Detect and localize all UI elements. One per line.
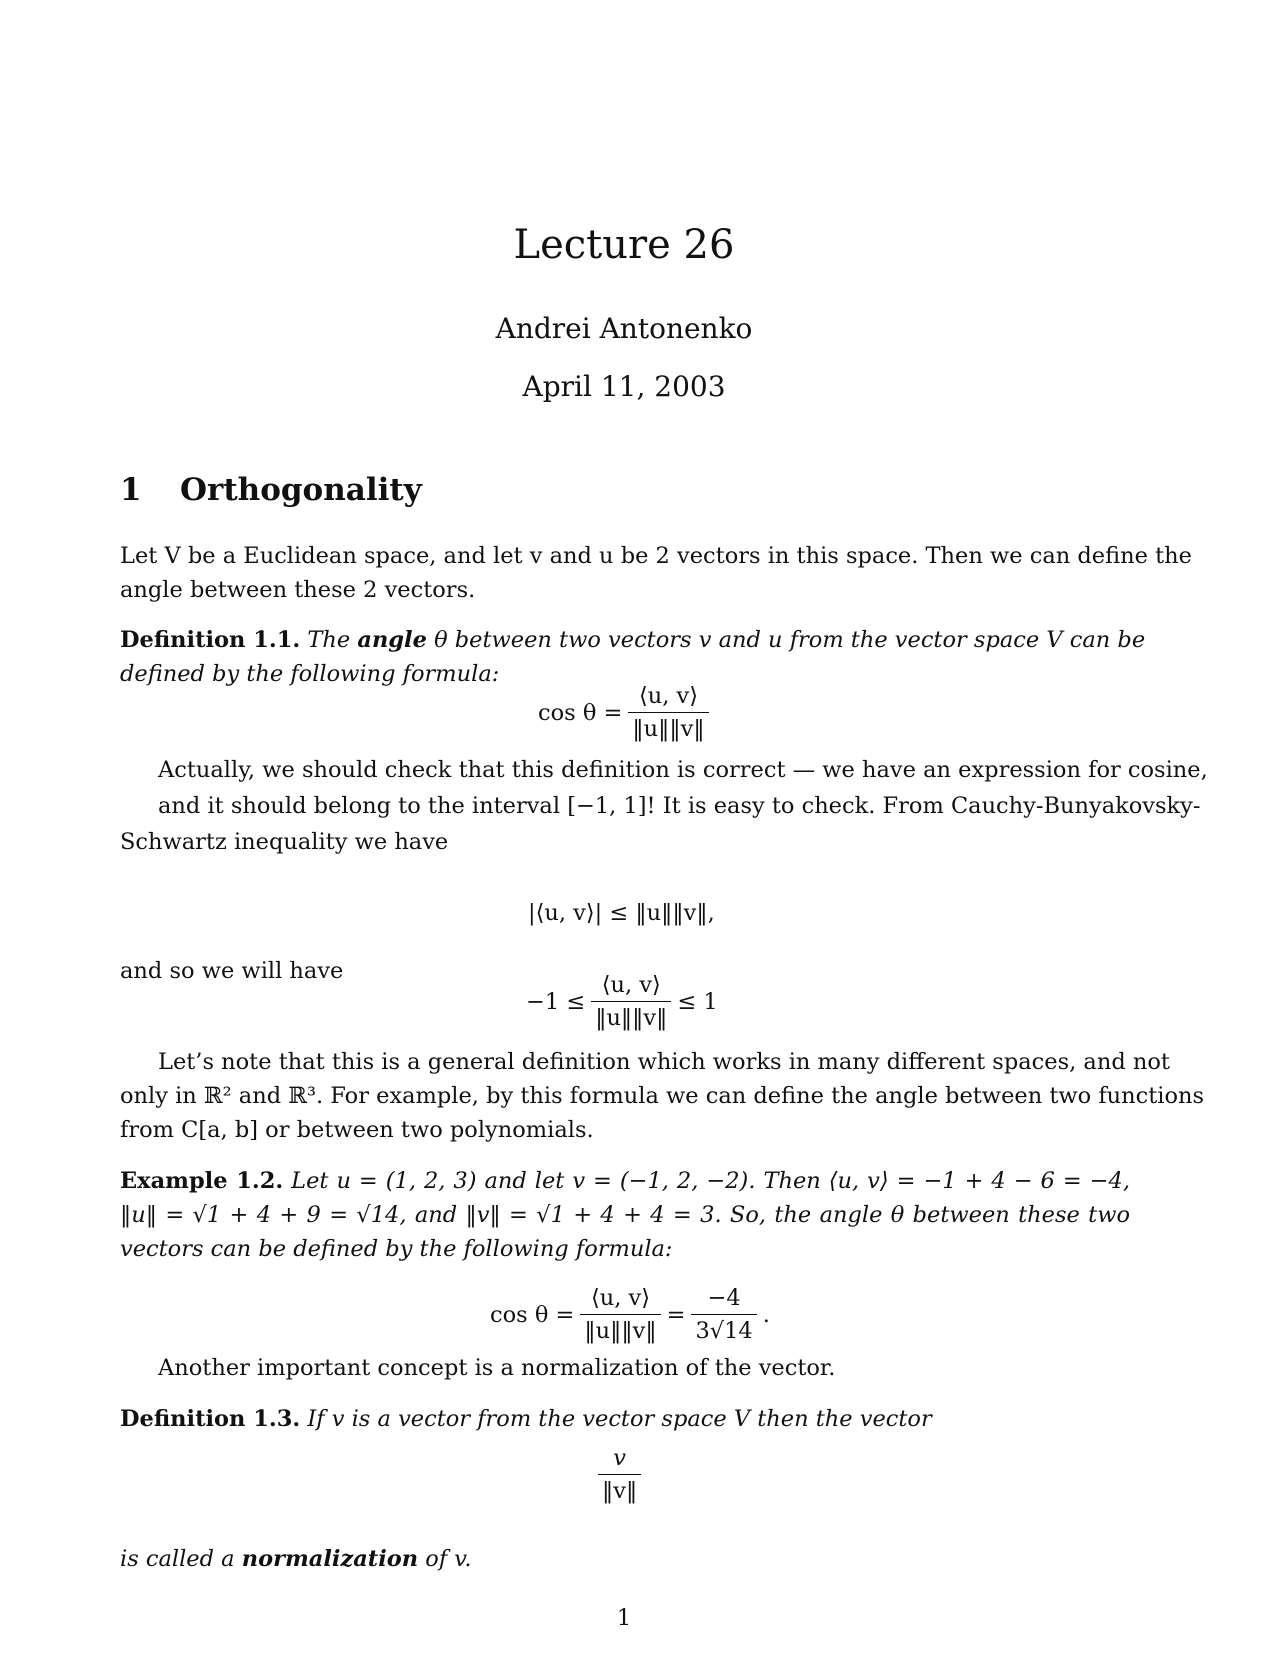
page-title: Lecture 26 (513, 222, 735, 268)
normalization-numerator: v (613, 1445, 626, 1471)
example-1-2-line-2: ‖u‖ = √1 + 4 + 9 = √14, and ‖v‖ = √1 + 4 + 4 = 3. So, the angle θ between these two (120, 1202, 1130, 1228)
example-1-2-line-1 (120, 1163, 1130, 1199)
cosine-bound-lhs: −1 ≤ (526, 988, 586, 1015)
definition-1-3-closing (120, 1541, 472, 1577)
section-number: 1 (120, 472, 142, 508)
normalization-term: normalization (241, 1546, 419, 1572)
cosine-bound-denominator: ‖u‖‖v‖ (591, 1001, 671, 1031)
cbs-inequality: |⟨u, v⟩| ≤ ‖u‖‖v‖, (528, 900, 715, 926)
normalization-fraction (598, 1445, 641, 1504)
definition-1-1-pre: The (307, 627, 351, 653)
page-number: 1 (616, 1605, 632, 1631)
definition-1-3-text: If v is a vector from the vector space V then the vector (307, 1406, 932, 1432)
example-1-2-line-3: vectors can be defined by the following formula: (120, 1236, 673, 1262)
example-formula-lhs: cos θ = (490, 1301, 575, 1328)
check-paragraph (120, 752, 1208, 860)
example-formula-numerator-1: ⟨u, v⟩ (590, 1285, 651, 1311)
example-formula-fraction-2 (691, 1285, 756, 1344)
example-cosine-formula (490, 1285, 770, 1344)
cosine-formula-numerator: ⟨u, v⟩ (638, 683, 699, 709)
normalization-intro: Another important concept is a normalization of the vector. (158, 1355, 836, 1381)
cosine-formula-lhs: cos θ = (538, 699, 623, 726)
example-formula-denominator-2: 3√14 (691, 1314, 756, 1344)
intro-line-1: Let V be a Euclidean space, and let v and u be 2 vectors in this space. Then we can define the (120, 543, 1192, 569)
and-so-line: and so we will have (120, 958, 344, 984)
example-formula-equals: = (666, 1301, 686, 1328)
definition-1-1-rest: θ between two vectors v and u from the vector space V can be (434, 627, 1146, 653)
example-1-2-text-1: Let u = (1, 2, 3) and let v = (−1, 2, −2). Then ⟨u, v⟩ = −1 + 4 − 6 = −4, (291, 1168, 1130, 1194)
example-1-2-label: Example 1.2. (120, 1168, 284, 1194)
definition-1-1-line-2: defined by the following formula: (120, 661, 500, 687)
definition-1-1-line-1 (120, 622, 1146, 658)
cosine-formula-denominator: ‖u‖‖v‖ (628, 712, 708, 742)
closing-post: of v. (425, 1546, 472, 1572)
check-line-2: and it should belong to the interval [−1, 1]! It is easy to check. From Cauchy-Bunyakovsky- (158, 793, 1201, 819)
date: April 11, 2003 (522, 370, 726, 403)
cosine-bound-fraction (591, 972, 671, 1031)
cosine-formula-fraction (628, 683, 708, 742)
cosine-bound (526, 972, 718, 1031)
definition-1-1-term: angle (357, 627, 427, 653)
cosine-bound-rhs: ≤ 1 (677, 988, 718, 1015)
normalization-formula (592, 1445, 647, 1504)
cosine-formula (538, 683, 715, 742)
author: Andrei Antonenko (495, 312, 753, 345)
normalization-denominator: ‖v‖ (598, 1474, 641, 1504)
example-formula-denominator-1: ‖u‖‖v‖ (580, 1314, 660, 1344)
general-line-2: only in ℝ² and ℝ³. For example, by this formula we can define the angle between two functions (120, 1083, 1205, 1109)
closing-pre: is called a (120, 1546, 235, 1572)
check-line-3: Schwartz inequality we have (120, 829, 449, 855)
definition-1-1-label: Definition 1.1. (120, 627, 301, 653)
general-line-1: Let’s note that this is a general definition which works in many different spaces, and not (158, 1049, 1170, 1075)
definition-1-3-line (120, 1401, 932, 1437)
general-line-3: from C[a, b] or between two polynomials. (120, 1117, 594, 1143)
example-formula-fraction-1 (580, 1285, 660, 1344)
section-heading (120, 472, 422, 508)
example-formula-numerator-2: −4 (707, 1285, 741, 1311)
section-title: Orthogonality (180, 472, 422, 508)
check-line-1: Actually, we should check that this definition is correct — we have an expression for cosine, (158, 757, 1208, 783)
definition-1-3-label: Definition 1.3. (120, 1406, 301, 1432)
example-formula-period: . (762, 1301, 770, 1328)
intro-line-2: angle between these 2 vectors. (120, 577, 476, 603)
cosine-bound-numerator: ⟨u, v⟩ (601, 972, 661, 998)
